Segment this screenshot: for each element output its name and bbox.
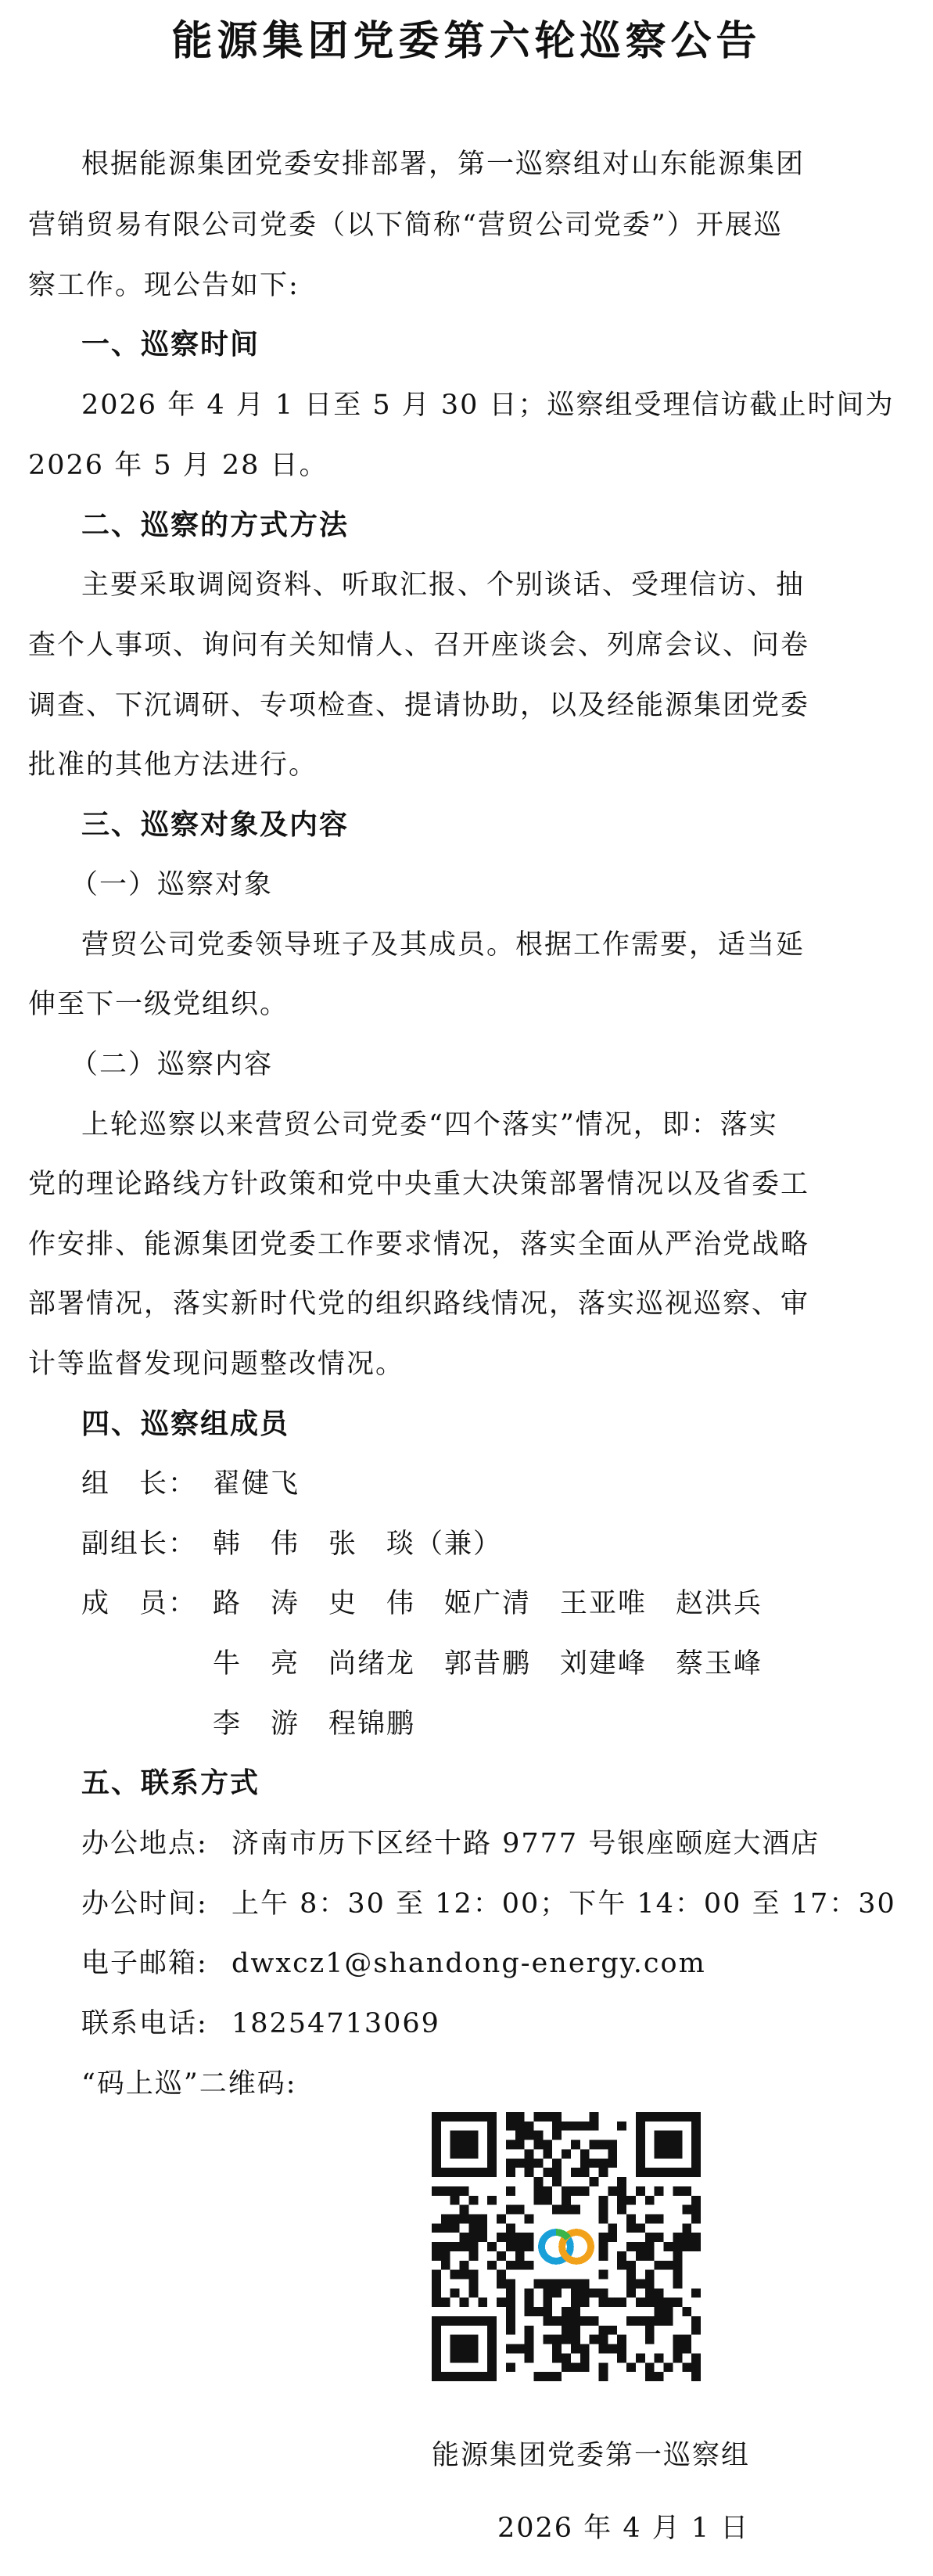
section-4-heading: 四、巡察组成员 xyxy=(81,1408,290,1440)
section-3-sub-2-line-1: 上轮巡察以来营贸公司党委“四个落实”情况，即：落实 xyxy=(81,1109,778,1141)
section-3-sub-2-line-3: 作安排、能源集团党委工作要求情况，落实全面从严治党战略 xyxy=(28,1229,810,1260)
section-3-sub-2-line-2: 党的理论路线方针政策和党中央重大决策部署情况以及省委工 xyxy=(28,1169,810,1200)
section-2-line-2: 查个人事项、询问有关知情人、召开座谈会、列席会议、问卷 xyxy=(28,630,810,661)
email-value[interactable]: dwxcz1@shandong-energy.com xyxy=(231,1948,706,1979)
section-2-line-1: 主要采取调阅资料、听取汇报、个别谈话、受理信访、抽 xyxy=(81,569,806,601)
page-title: 能源集团党委第六轮巡察公告 xyxy=(171,18,762,65)
members-line-1: 路 涛 史 伟 姬广清 王亚唯 赵洪兵 xyxy=(213,1588,763,1619)
signature-org: 能源集团党委第一巡察组 xyxy=(432,2440,751,2471)
address-value: 济南市历下区经十路 9777 号银座颐庭大酒店 xyxy=(231,1828,820,1859)
phone-label: 联系电话: xyxy=(81,2008,208,2039)
section-2-line-4: 批准的其他方法进行。 xyxy=(28,749,318,781)
section-3-sub-2-line-4: 部署情况，落实新时代党的组织路线情况，落实巡视巡察、审 xyxy=(28,1288,810,1320)
section-5-heading: 五、联系方式 xyxy=(81,1767,260,1799)
qr-code-icon xyxy=(432,2112,701,2381)
intro-line-1: 根据能源集团党委安排部署，第一巡察组对山东能源集团 xyxy=(81,149,806,180)
intro-line-2: 营销贸易有限公司党委（以下简称“营贸公司党委”）开展巡 xyxy=(28,210,783,241)
section-1-line-2: 2026 年 5 月 28 日。 xyxy=(28,450,328,481)
leader-label: 组 长： xyxy=(81,1468,198,1500)
signature-date: 2026 年 4 月 1 日 xyxy=(497,2513,750,2544)
section-3-sub-2: （二）巡察内容 xyxy=(70,1049,274,1080)
section-3-sub-1-line-2: 伸至下一级党组织。 xyxy=(28,989,289,1020)
section-3-sub-1: （一）巡察对象 xyxy=(70,869,274,900)
email-label: 电子邮箱: xyxy=(81,1948,208,1979)
deputy-label: 副组长： xyxy=(81,1529,198,1560)
section-2-line-3: 调查、下沉调研、专项检查、提请协助，以及经能源集团党委 xyxy=(28,690,810,721)
leader-name: 翟健飞 xyxy=(213,1468,300,1500)
section-1-line-1: 2026 年 4 月 1 日至 5 月 30 日；巡察组受理信访截止时间为 xyxy=(81,390,895,421)
section-1-heading: 一、巡察时间 xyxy=(81,329,260,361)
section-3-sub-2-line-5: 计等监督发现问题整改情况。 xyxy=(28,1349,405,1380)
deputy-names: 韩 伟 张 琰（兼） xyxy=(213,1529,503,1560)
section-3-sub-1-line-1: 营贸公司党委领导班子及其成员。根据工作需要，适当延 xyxy=(81,929,806,961)
hours-value: 上午 8：30 至 12：00；下午 14：00 至 17：30 xyxy=(231,1888,896,1920)
address-label: 办公地点: xyxy=(81,1828,208,1859)
intro-line-3: 察工作。现公告如下: xyxy=(28,270,300,301)
members-line-2: 牛 亮 尚绪龙 郭昔鹏 刘建峰 蔡玉峰 xyxy=(213,1648,763,1680)
section-3-heading: 三、巡察对象及内容 xyxy=(81,809,350,841)
section-2-heading: 二、巡察的方式方法 xyxy=(81,509,350,541)
hours-label: 办公时间: xyxy=(81,1888,208,1920)
members-label: 成 员： xyxy=(81,1588,198,1619)
qr-code-label: “码上巡”二维码: xyxy=(81,2068,297,2100)
members-line-3: 李 游 程锦鹏 xyxy=(213,1708,416,1740)
phone-value: 18254713069 xyxy=(231,2008,440,2039)
